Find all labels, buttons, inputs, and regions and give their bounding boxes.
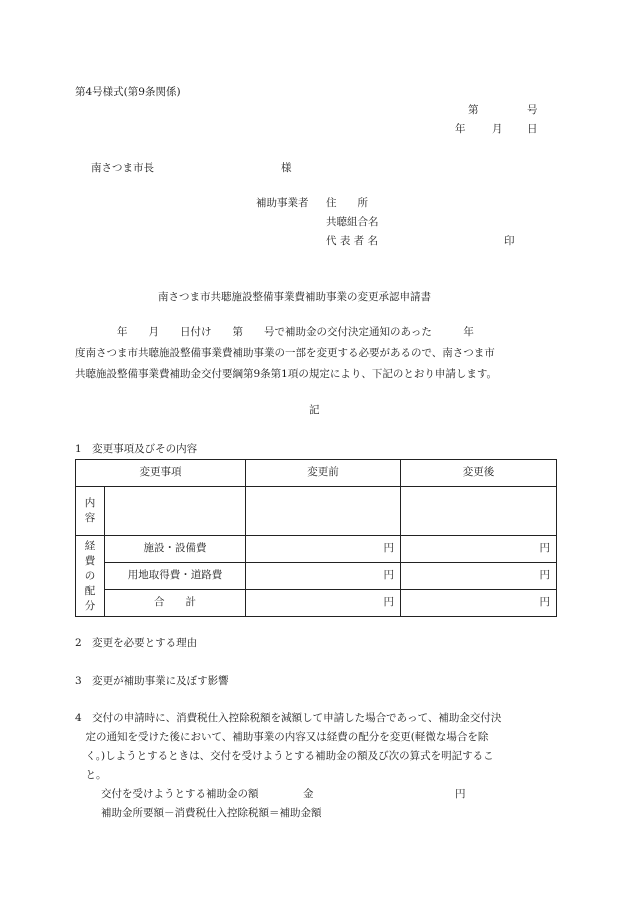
ki-mark: 記 [309,404,320,416]
section4-line: と。 [75,769,107,781]
table-header-row [76,460,557,487]
document-title: 南さつま市共聴施設整備事業費補助事業の変更承認申請書 [158,291,431,303]
label-char: 内 [84,497,96,509]
addressee-name: 南さつま市長 [91,162,154,174]
body-line: 共聴施設整備事業費補助金交付要綱第9条第1項の規定により、下記のとおり申請します。 [75,368,498,380]
section3-title: 3 変更が補助事業に及ぼす影響 [75,675,229,687]
date-month: 月 [492,123,503,135]
formula: 補助金所要額－消費税仕入控除税額＝補助金額 [101,807,322,819]
row-before: 円 [246,563,401,590]
number-prefix: 第 [468,104,479,116]
keihi-label [76,536,105,617]
rep-label: 代 表 者 名 [326,235,379,247]
applicant-title: 補助事業者 [256,197,309,209]
addressee-honorific: 様 [281,162,292,174]
content-before-cell [246,487,401,536]
body-line: 度南さつま市共聴施設整備事業費補助事業の一部を変更する必要があるので、南さつま市 [75,347,495,359]
section4-paragraph [75,709,555,785]
amount-label: 交付を受けようとする補助金の額 [101,788,259,800]
table-row [76,563,557,590]
section4-line: 4 交付の申請時に、消費税仕入控除税額を減額して申請した場合であって、補助金交付決 [75,712,502,724]
form-label: 第4号様式(第9条関係) [75,86,181,98]
row-before: 円 [246,590,401,617]
date-year: 年 [455,123,466,135]
label-char: の [84,569,96,582]
changes-table [75,459,557,617]
row-after: 円 [401,563,557,590]
number-suffix: 号 [527,104,538,116]
header-item: 変更事項 [76,460,246,487]
label-char: 費 [84,554,96,567]
header-before: 変更前 [246,460,401,487]
content-after-cell [401,487,557,536]
body-paragraph [75,322,555,385]
row-after: 円 [401,536,557,563]
label-char: 配 [84,584,96,597]
section1-title: 1 変更事項及びその内容 [75,443,198,455]
org-label: 共聴組合名 [326,216,379,228]
row-label: 用地取得費・道路費 [105,563,246,590]
content-label [76,487,105,536]
row-label: 施設・設備費 [105,536,246,563]
content-cell [105,487,246,536]
row-label: 合 計 [105,590,246,617]
date-day: 日 [527,123,538,135]
table-row [76,536,557,563]
row-before: 円 [246,536,401,563]
body-line: 年 月 日付け 第 号で補助金の交付決定通知のあった 年 [75,326,474,338]
table-row-total [76,590,557,617]
label-char: 容 [84,512,96,524]
label-char: 経 [84,539,96,552]
section4-line: く。)しようとするときは、交付を受けようとする補助金の額及び次の算式を明記するこ [75,750,494,762]
section2-title: 2 変更を必要とする理由 [75,637,198,649]
table-row-content [76,487,557,536]
amount-yen: 円 [455,788,466,800]
label-char: 分 [84,599,96,612]
seal-mark: 印 [504,235,515,247]
section4-line: 定の通知を受けた後において、補助事業の内容又は経費の配分を変更(軽微な場合を除 [75,731,489,743]
header-after: 変更後 [401,460,557,487]
amount-kin: 金 [303,788,314,800]
row-after: 円 [401,590,557,617]
address-label: 住 所 [326,197,368,209]
